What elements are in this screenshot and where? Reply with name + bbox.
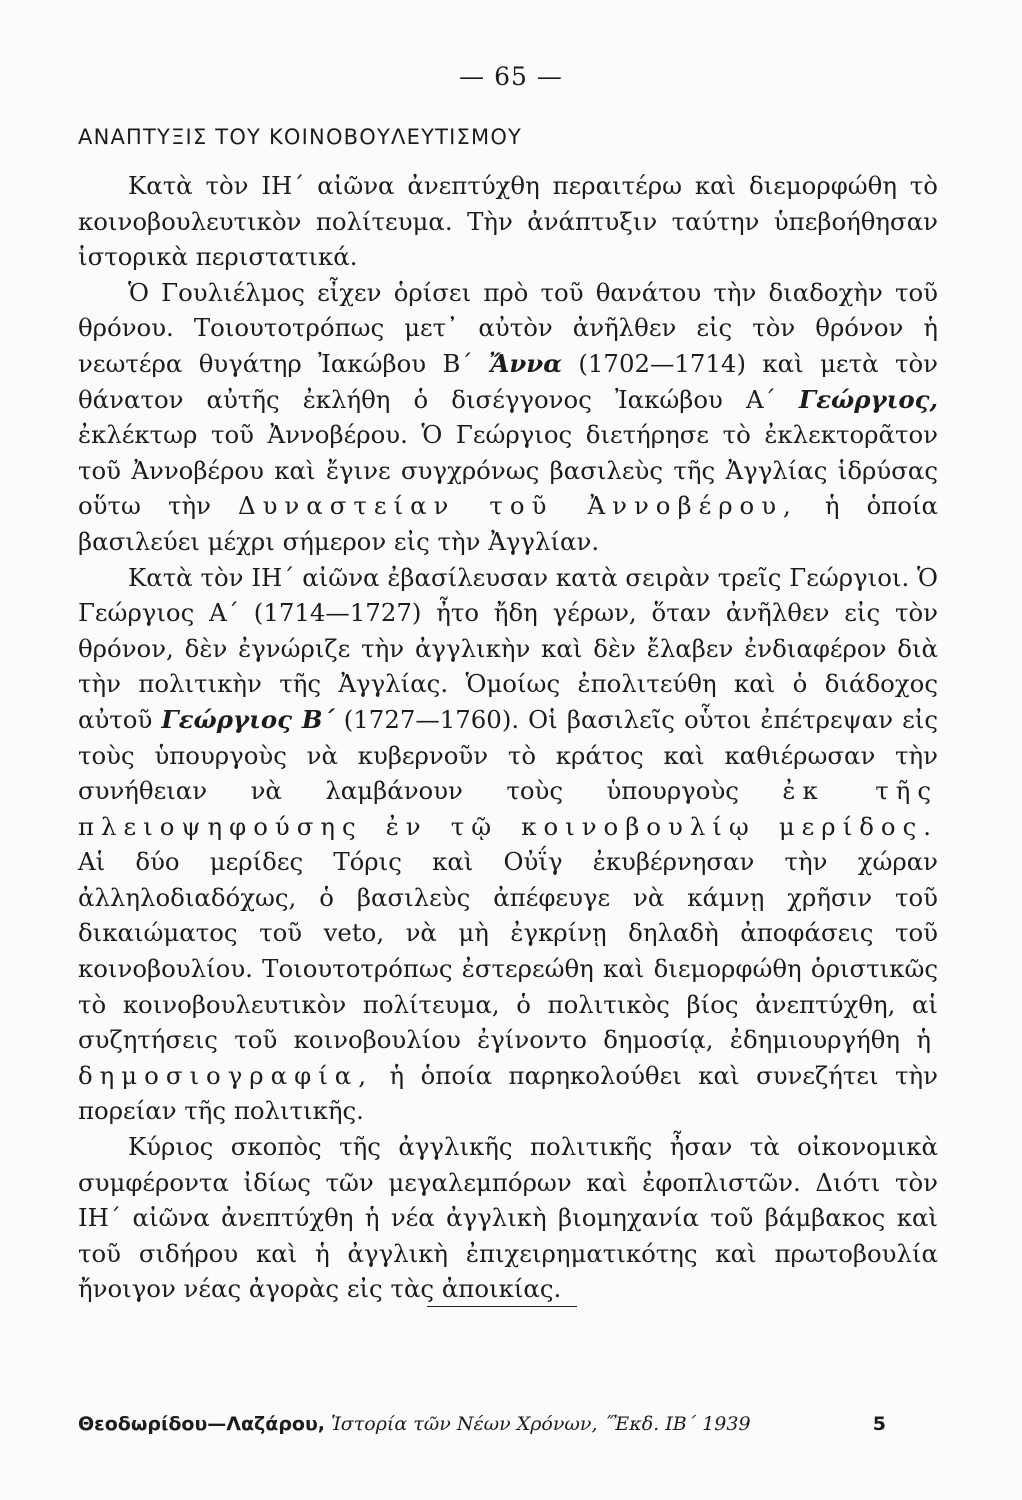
spaced-majority: ἐκ τῆς πλειοψηφούσης ἐν τῷ κοινοβουλίῳ μερίδος. [78,776,938,841]
footer-work: Ἱστορία τῶν Νέων Χρόνων, ˝Ἐκδ. ΙΒ΄ 1939 [331,1413,751,1435]
footer-citation [78,1413,751,1435]
text-run: (1702—1714) καὶ μετὰ τὸν θάνατον αὐτῆς ἐκλήθη ὁ δισέγγονος Ἰακώβου Α΄ [78,348,938,414]
page-number: — 65 — [459,62,563,91]
text-run: ἡ ὁποία βασιλεύει μέχρι σήμερον εἰς τὴν Ἀγγλίαν. [78,491,939,556]
paragraph-3 [78,560,938,1130]
text-run: Αἱ δύο μερίδες Τόρις καὶ Οὐΐγ ἐκυβέρνησαν τὴν χώραν ἀλληλοδιαδόχως, ὁ βασιλεὺς ἀπέφευγε νὰ κάμνῃ χρῆσιν τοῦ δικαιώματος τοῦ veto, νὰ μὴ ἐγκρίνῃ δηλαδὴ ἀποφάσεις τοῦ κοινοβουλίου. Τοιουτοτρόπως ἐστερεώθη καὶ διεμορφώθη ὁριστικῶς τὸ κοινοβουλευτικὸν πολίτευμα, ὁ πολιτικὸς βίος ἀνεπτύχθη, αἱ συζητήσεις τοῦ κοινοβουλίου ἐγίνοντο δημοσίᾳ, ἐδημιουργήθη [78,847,938,1055]
text-run: Ὁ Γουλιέλμος εἶχεν ὁρίσει πρὸ τοῦ θανάτου τὴν διαδοχὴν τοῦ θρόνου. Τοιουτοτρόπως μετ᾽ αὐτὸν ἀνῆλθεν εἰς τὸν θρόνον ἡ νεωτέρα θυγάτηρ Ἰακώβου Β΄ [78,277,938,378]
paragraph-2 [78,275,938,560]
name-georgios: Γεώργιος, [798,384,938,414]
signature-mark: 5 [872,1413,886,1435]
name-anna: Ἄννα [489,348,562,378]
footer [78,1413,886,1435]
text-run: ἐκλέκτωρ τοῦ Ἀννοβέρου. Ὁ Γεώργιος διετήρησε τὸ ἐκλεκτορᾶτον τοῦ Ἀννοβέρου καὶ ἔγινε συγχρόνως βασιλεὺς τῆς Ἀγγλίας ἱδρύσας οὕτω τὴν [78,420,938,521]
paragraph-4: Κύριος σκοπὸς τῆς ἀγγλικῆς πολιτικῆς ἦσαν τὰ οἰκονομικὰ συμφέροντα ἰδίως τῶν μεγαλεμπόρων καὶ ἐφοπλιστῶν. Διότι τὸν ΙΗ΄ αἰῶνα ἀνεπτύχθη ἡ νέα ἀγγλικὴ βιομηχανία τοῦ βάμβακος καὶ τοῦ σιδήρου καὶ ἡ ἀγγλικὴ ἐπιχειρηματικότης καὶ πρωτοβουλία ἤνοιγον νέας ἀγορὰς εἰς τὰς ἀποικίας. [78,1132,938,1304]
text-run: Κατὰ τὸν ΙΗ΄ αἰῶνα ἐβασίλευσαν κατὰ σειρὰν τρεῖς Γεώργιοι. Ὁ Γεώργιος Α΄ (1714—1727) ἦτο ἤδη γέρων, ὅταν ἀνῆλθεν εἰς τὸν θρόνον, δὲν ἐγνώριζε τὴν ἀγγλικὴν καὶ δὲν ἔλαβεν ἐνδιαφέρον διὰ τὴν πολιτικὴν τῆς Ἀγγλίας. Ὁμοίως ἐπολιτεύθη καὶ ὁ διάδοχος αὐτοῦ [78,562,938,734]
spaced-journalism: ἡ δημοσιογραφία, [78,1025,938,1090]
spaced-dynasty: Δυναστείαν τοῦ Ἀννοβέρου, [237,491,798,521]
paragraph-1: Κατὰ τὸν ΙΗ΄ αἰῶνα ἀνεπτύχθη περαιτέρω καὶ διεμορφώθη τὸ κοινοβουλευτικὸν πολίτευμα. Τὴν ἀνάπτυξιν ταύτην ὑπεβοήθησαν ἱστορικὰ περιστατικά. [78,171,938,272]
name-georgios-b: Γεώργιος Β΄ [161,704,335,734]
text-run: (1727—1760). Οἱ βασιλεῖς οὗτοι ἐπέτρεψαν εἰς τοὺς ὑπουργοὺς νὰ κυβερνοῦν τὸ κράτος καὶ καθιέρωσαν τὴν συνήθειαν νὰ λαμβάνουν τοὺς ὑπουργοὺς [78,704,938,806]
end-rule [427,1306,577,1307]
body-text [78,168,938,1307]
footer-author: Θεοδωρίδου—Λαζάρου, [78,1413,326,1435]
text-run: ἡ ὁποία παρηκολούθει καὶ συνεζήτει τὴν πορείαν τῆς πολιτικῆς. [78,1060,938,1126]
section-heading: ΑΝΑΠΤΥΞΙΣ ΤΟΥ ΚΟΙΝΟΒΟΥΛΕΥΤΙΣΜΟΥ [78,125,523,149]
